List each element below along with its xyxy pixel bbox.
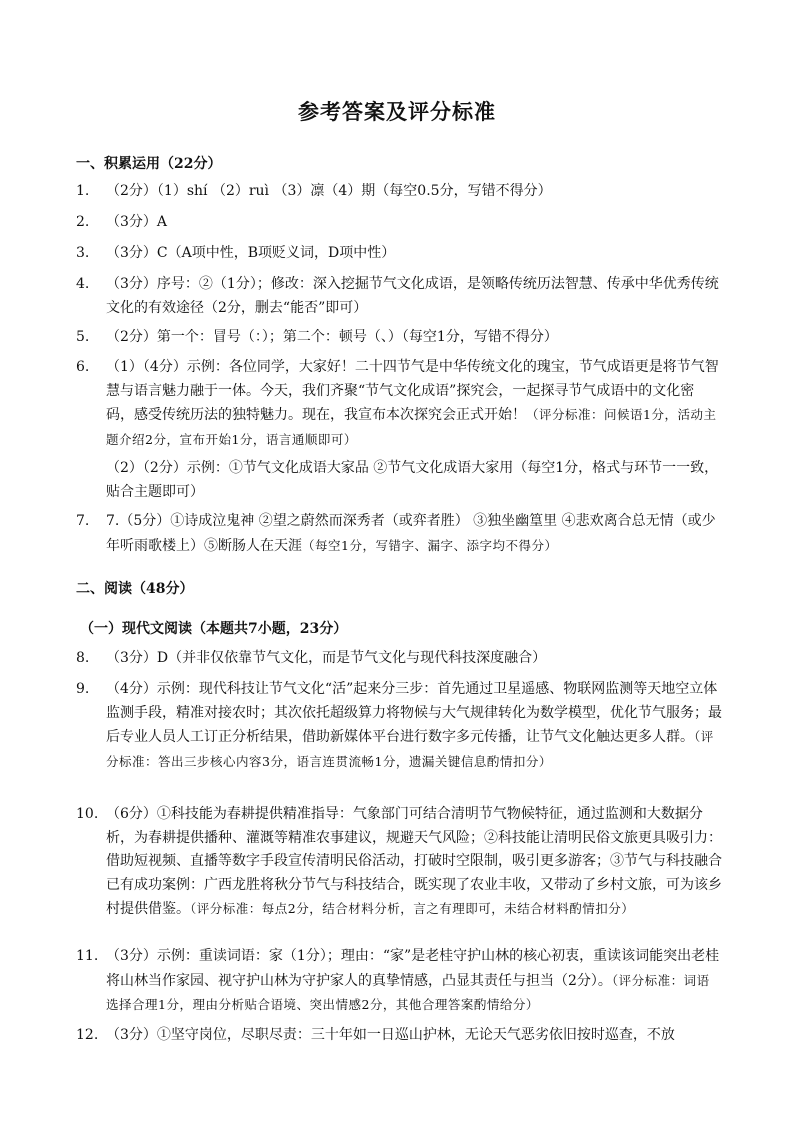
question-number: 3. bbox=[76, 245, 90, 261]
answer-text: （3分）序号：②（1分）；修改：深入挖掘节气文化成语，是领略传统历法智慧、传承中华优秀传统文化的有效途径（2分，删去“能否”即可） bbox=[106, 276, 719, 316]
question-number: 7. bbox=[76, 513, 90, 529]
answer-text: （2分）第一个：冒号（：）；第二个：顿号（、）（每空1分，写错不得分） bbox=[106, 329, 558, 345]
answer-main: （4分）示例：现代科技让节气文化“活”起来分三步：首先通过卫星遥感、物联网监测等天地空立体监测手段，精准对接农时；其次依托超级算力将物候与大气规律转化为数学模型，优化节气服务；最后专业人员人工订正分析结果，借助新媒体平台进行数字多元传播，让节气文化触达更多人群。 bbox=[106, 681, 722, 745]
question-9 bbox=[76, 678, 722, 774]
answer-text bbox=[106, 510, 722, 558]
question-number: 1. bbox=[76, 183, 90, 199]
question-1 bbox=[76, 180, 722, 204]
answer-text bbox=[106, 356, 722, 452]
answer-text bbox=[106, 945, 722, 1018]
scoring-note: （每空1分，写错字、漏字、添字均不得分） bbox=[302, 537, 558, 553]
question-2 bbox=[76, 211, 722, 235]
question-number: 2. bbox=[76, 214, 90, 230]
answer-main: （3分）示例：重读词语：家（1分）；理由：“家”是老桂守护山林的核心初衷，重读该词能突出老桂将山林当作家园、视守护山林为守护家人的真挚情感，凸显其责任与担当（2分）。 bbox=[106, 948, 720, 989]
answer-text: （2分）（1）shí （2）ruì （3）凛（4）期（每空0.5分，写错不得分） bbox=[106, 183, 552, 199]
question-12 bbox=[76, 1024, 722, 1048]
question-number: 9. bbox=[76, 681, 90, 697]
question-number: 4. bbox=[76, 276, 90, 292]
question-6 bbox=[76, 356, 722, 452]
subsection-heading-modern-reading: （一）现代文阅读（本题共7小题，23分） bbox=[80, 621, 348, 637]
answer-text: （3分）①坚守岗位，尽职尽责：三十年如一日巡山护林，无论天气恶劣依旧按时巡查，不放 bbox=[106, 1027, 675, 1043]
question-number: 5. bbox=[76, 329, 90, 345]
answer-text bbox=[106, 678, 722, 774]
scoring-note: （评分标准：答出三步核心内容3分，语言连贯流畅1分，遗漏关键信息酌情扣分） bbox=[106, 729, 714, 769]
scoring-note: （评分标准：问候语1分，活动主题介绍2分，宣布开始1分，语言通顺即可） bbox=[106, 407, 717, 447]
question-number: 6. bbox=[76, 359, 90, 375]
question-11 bbox=[76, 945, 722, 1018]
answer-text: （3分）C（A项中性，B项贬义词，D项中性） bbox=[106, 245, 396, 261]
question-4 bbox=[76, 273, 722, 320]
page-title: 参考答案及评分标准 bbox=[298, 99, 496, 124]
question-7 bbox=[76, 510, 722, 558]
question-8 bbox=[76, 647, 722, 671]
question-5 bbox=[76, 326, 722, 350]
section-heading-reading: 二、阅读（48分） bbox=[76, 581, 194, 597]
question-number: 12. bbox=[76, 1027, 99, 1043]
answer-text: （3分）A bbox=[106, 214, 168, 230]
scoring-note: （评分标准：每点2分，结合材料分析，言之有理即可，未结合材料酌情扣分） bbox=[190, 901, 635, 916]
answer-text bbox=[106, 803, 722, 922]
question-number: 11. bbox=[76, 948, 99, 964]
answer-main: 7.（5分）①诗成泣鬼神 ②望之蔚然而深秀者（或弈者胜） ③独坐幽篁里 ④悲欢离合总无情（或少年听雨歌楼上）⑤断肠人在天涯 bbox=[106, 513, 716, 554]
question-10 bbox=[76, 803, 722, 922]
question-number: 8. bbox=[76, 650, 90, 666]
answer-main: （6分）①科技能为春耕提供精准指导：气象部门可结合清明节气物候特征，通过监测和大数据分析，为春耕提供播种、灌溉等精准农事建议，规避天气风险；②科技能让清明民俗文旅更具吸引力：借助短视频、直播等数字手段宣传清明民俗活动，打破时空限制，吸引更多游客；③节气与科技融合已有成功案例：广西龙胜将秋分节气与科技结合，既实现了农业丰收，又带动了乡村文旅，可为该乡村提供借鉴。 bbox=[106, 806, 722, 917]
question-6-part-2: （2）（2分）示例：①节气文化成语大家品 ②节气文化成语大家用（每空1分，格式与环节一一致，贴合主题即可） bbox=[106, 460, 719, 500]
scoring-note: （评分标准：词语选择合理1分，理由分析贴合语境、突出情感2分，其他合理答案酌情给分） bbox=[106, 972, 710, 1012]
question-3 bbox=[76, 242, 722, 266]
section-heading-accumulation: 一、积累运用（22分） bbox=[76, 156, 222, 172]
question-number: 10. bbox=[76, 806, 99, 822]
answer-text: （3分）D（并非仅依靠节气文化，而是节气文化与现代科技深度融合） bbox=[106, 650, 547, 666]
answer-main: （1）（4分）示例：各位同学，大家好！二十四节气是中华传统文化的瑰宝，节气成语更是将节气智慧与语言魅力融于一体。今天，我们齐聚“节气文化成语”探究会，一起探寻节气成语中的文化密码，感受传统历法的独特魅力。现在，我宣布本次探究会正式开始！ bbox=[106, 359, 719, 423]
